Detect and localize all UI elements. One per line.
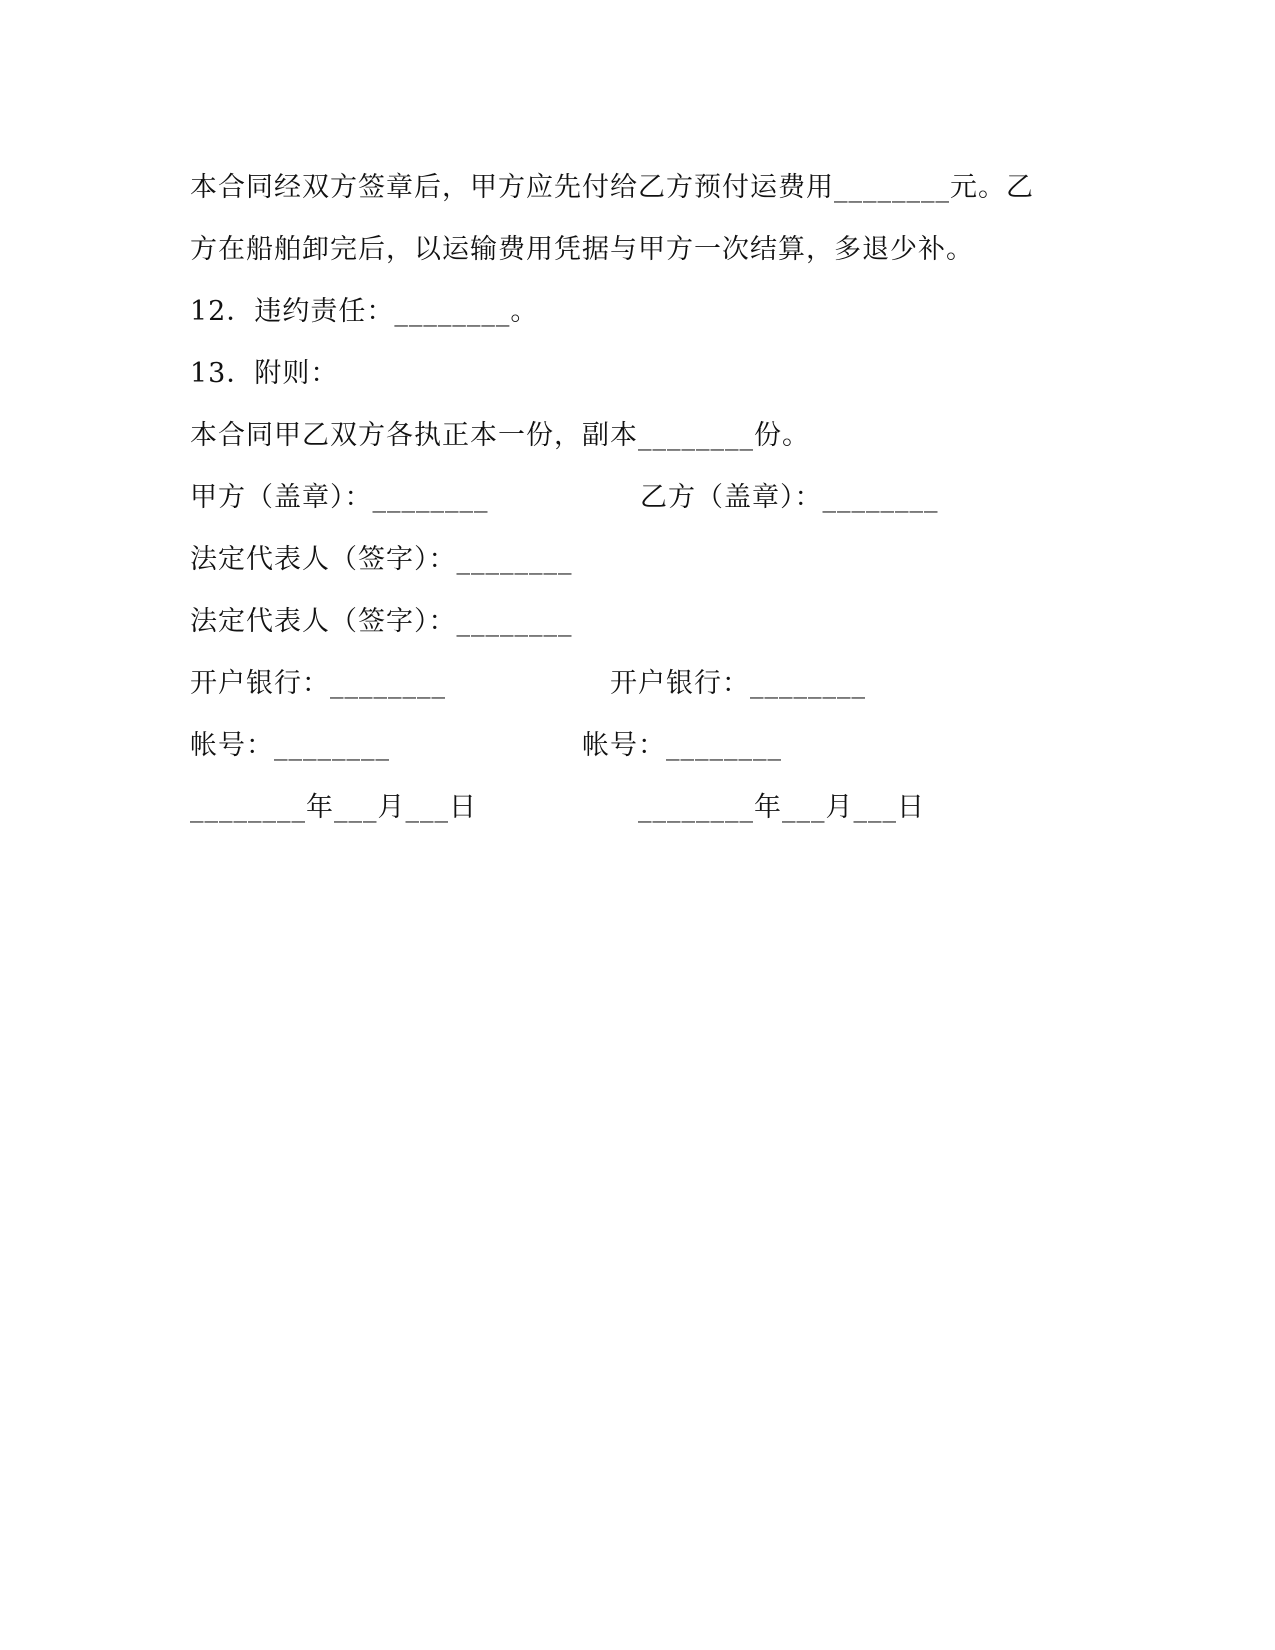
clause-12-breach: 12．违约责任：________。 xyxy=(190,296,539,327)
payment-paragraph-line-2: 方在船舶卸完后，以运输费用凭据与甲方一次结算，多退少补。 xyxy=(190,234,974,265)
bank-b: 开户银行：________ xyxy=(610,668,866,699)
payment-paragraph-line-1: 本合同经双方签章后，甲方应先付给乙方预付运费用________元。乙 xyxy=(190,172,1034,203)
account-b: 帐号：________ xyxy=(582,730,782,761)
legal-rep-signature-2: 法定代表人（签字）：________ xyxy=(190,606,573,637)
party-a-seal: 甲方（盖章）：________ xyxy=(190,482,489,513)
party-b-seal: 乙方（盖章）：________ xyxy=(640,482,939,513)
date-a: ________年___月___日 xyxy=(190,792,477,823)
copies-line: 本合同甲乙双方各执正本一份，副本________份。 xyxy=(190,420,810,451)
account-a: 帐号：________ xyxy=(190,730,390,761)
bank-a: 开户银行：________ xyxy=(190,668,446,699)
date-b: ________年___月___日 xyxy=(638,792,925,823)
legal-rep-signature-1: 法定代表人（签字）：________ xyxy=(190,544,573,575)
clause-13-supplementary: 13．附则： xyxy=(190,358,339,389)
